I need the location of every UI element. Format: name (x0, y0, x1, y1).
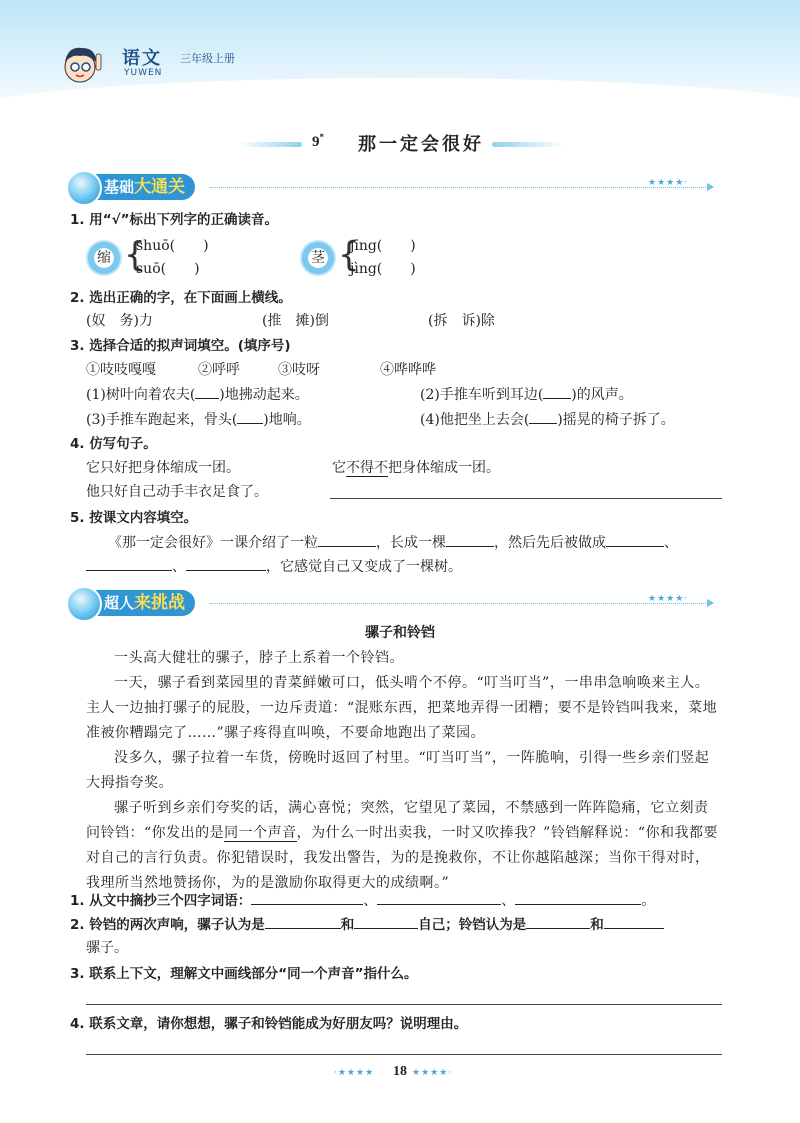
q3-option-4: ④哗哗哗 (380, 362, 436, 378)
q3-blank-1[interactable] (195, 384, 219, 399)
title-deco-right (492, 142, 564, 147)
qb-q1-blank-1[interactable] (251, 890, 363, 905)
story-body (86, 646, 722, 896)
section-basic-header (70, 174, 720, 204)
qb-q2-tail: 骡子。 (86, 940, 128, 956)
qb-q2: 2. 铃铛的两次声响，骡子认为是 和 自己；铃铛认为是 和 (70, 914, 664, 935)
q4-example-1: 它只好把身体缩成一团。 (86, 460, 240, 476)
footer-stars-right: ★★★★· (412, 1068, 453, 1078)
brace-icon: { (338, 235, 360, 275)
section-dotline (210, 187, 710, 188)
page-header (0, 0, 800, 118)
q4-answer-line[interactable] (330, 498, 722, 499)
qb-q4: 4. 联系文章，请你想想，骡子和铃铛能成为好朋友吗？说明理由。 (70, 1016, 468, 1032)
q2-item-3[interactable]: (拆 诉)除 (428, 313, 495, 329)
section-dotline (210, 603, 710, 604)
mascot-icon (58, 40, 108, 90)
q3-option-2: ②呼呼 (198, 362, 240, 378)
section-stars: ★★★★· (648, 594, 689, 604)
section-challenge-badge: 超人来挑战 (70, 590, 195, 616)
q3-sentence-4: (4)他把坐上去会( )摇晃的椅子拆了。 (420, 409, 675, 430)
lesson-title: 那一定会很好 (358, 134, 484, 155)
title-deco-left (238, 142, 302, 147)
section-basic-badge: 基础大通关 (70, 174, 195, 200)
qb-q3-answer-line[interactable] (86, 1004, 722, 1005)
q3-sentence-2: (2)手推车听到耳边( )的风声。 (420, 384, 633, 405)
qb-q2-blank-2[interactable] (354, 914, 418, 929)
section-stars: ★★★★· (648, 178, 689, 188)
q3-blank-4[interactable] (529, 409, 557, 424)
q3-sentence-1: (1)树叶向着农夫( )地拂动起来。 (86, 384, 309, 405)
qb-q2-blank-3[interactable] (526, 914, 590, 929)
q3-blank-2[interactable] (543, 384, 571, 399)
qb-q1-blank-2[interactable] (377, 890, 501, 905)
brace-icon: { (124, 235, 146, 275)
story-paragraph: 一头高大健壮的骡子，脖子上系着一个铃铛。 (114, 650, 404, 666)
q5-blank-5[interactable] (186, 556, 266, 571)
q1-char1-option-b[interactable]: suō( ) (136, 261, 200, 277)
subject-label: 语文 (122, 48, 162, 69)
qb-q4-answer-line[interactable] (86, 1054, 722, 1055)
grade-label: 三年级上册 (180, 52, 235, 65)
q5-blank-4[interactable] (86, 556, 172, 571)
q3-blank-3[interactable] (237, 409, 263, 424)
story-paragraph: 没多久，骡子拉着一车货，傍晚时返回了村里。“叮当叮当”，一阵脆响，引得一些乡亲们竖起大拇指夸奖。 (86, 750, 710, 791)
q1-char1-option-a[interactable]: shuō( ) (136, 238, 209, 254)
q3-option-3: ③吱呀 (278, 362, 320, 378)
robot-icon (66, 586, 102, 622)
q4-example-2: 它不得不把身体缩成一团。 (332, 460, 500, 476)
q4-example-3: 他只好自己动手丰衣足食了。 (86, 484, 268, 500)
qb-q3: 3. 联系上下文，理解文中画线部分“同一个声音”指什么。 (70, 966, 418, 982)
q1-char2-flower: 茎 (300, 240, 336, 276)
page-number: 18 (393, 1064, 407, 1079)
qb-q1: 1. 从文中摘抄三个四字词语： 、 、 。 (70, 890, 655, 911)
footer-stars-left: ·★★★★ (334, 1068, 375, 1078)
section-challenge-header (70, 590, 720, 620)
q5-line-2: 、 ，它感觉自己又变成了一棵树。 (86, 556, 462, 577)
q5-blank-1[interactable] (318, 532, 376, 547)
q5-prompt: 5. 按课文内容填空。 (70, 510, 198, 526)
q2-item-1[interactable]: (奴 务)力 (86, 313, 153, 329)
q1-char1-flower: 缩 (86, 240, 122, 276)
q3-prompt: 3. 选择合适的拟声词填空。(填序号) (70, 338, 291, 354)
globe-icon (66, 170, 102, 206)
q3-option-1: ①吱吱嘎嘎 (86, 362, 156, 378)
q1-prompt: 1. 用“√”标出下列字的正确读音。 (70, 212, 278, 228)
q3-sentence-3: (3)手推车跑起来，骨头( )地响。 (86, 409, 311, 430)
q5-line-1: 《那一定会很好》一课介绍了一粒 ，长成一棵 ，然后先后被做成 、 (108, 532, 678, 553)
underlined-phrase: 同一个声音 (224, 825, 297, 841)
q4-prompt: 4. 仿写句子。 (70, 436, 157, 452)
qb-q2-blank-1[interactable] (265, 914, 341, 929)
q2-prompt: 2. 选出正确的字，在下面画上横线。 (70, 290, 292, 306)
q2-item-2[interactable]: (推 摊)倒 (262, 313, 329, 329)
qb-q2-blank-4[interactable] (604, 914, 664, 929)
lesson-number: 9* (312, 132, 324, 150)
qb-q1-blank-3[interactable] (515, 890, 641, 905)
story-paragraph: 骡子听到乡亲们夸奖的话，满心喜悦；突然，它望见了菜园，不禁感到一阵阵隐痛，它立刻责问铃铛：“你发出的是同一个声音，为什么一时出卖我，一时又吹捧我？”铃铛解释说：“你和我都要对自己的言行负责。你犯错误时，我发出警告，为的是挽救你，不让你越陷越深；当你干得对时，我理所当然地赞扬你，为的是激励你取得更大的成绩啊。” (86, 800, 718, 891)
subject-english: YUWEN (124, 68, 163, 78)
lesson-title-row (0, 128, 800, 158)
story-paragraph: 一天，骡子看到菜园里的青菜鲜嫩可口，低头啃个不停。“叮当叮当”，一串串急响唤来主人。主人一边抽打骡子的屁股，一边斥责道：“混账东西，把菜地弄得一团糟；要不是铃铛叫我来，菜地准被你糟蹋完了……”骡子疼得直叫唤，不要命地跑出了菜园。 (86, 675, 718, 741)
q5-blank-3[interactable] (606, 532, 664, 547)
q1-char2-option-b[interactable]: jìng( ) (350, 261, 416, 277)
q5-blank-2[interactable] (446, 532, 494, 547)
q1-char2-option-a[interactable]: jīng( ) (350, 238, 416, 254)
story-title: 骡子和铃铛 (365, 625, 435, 641)
